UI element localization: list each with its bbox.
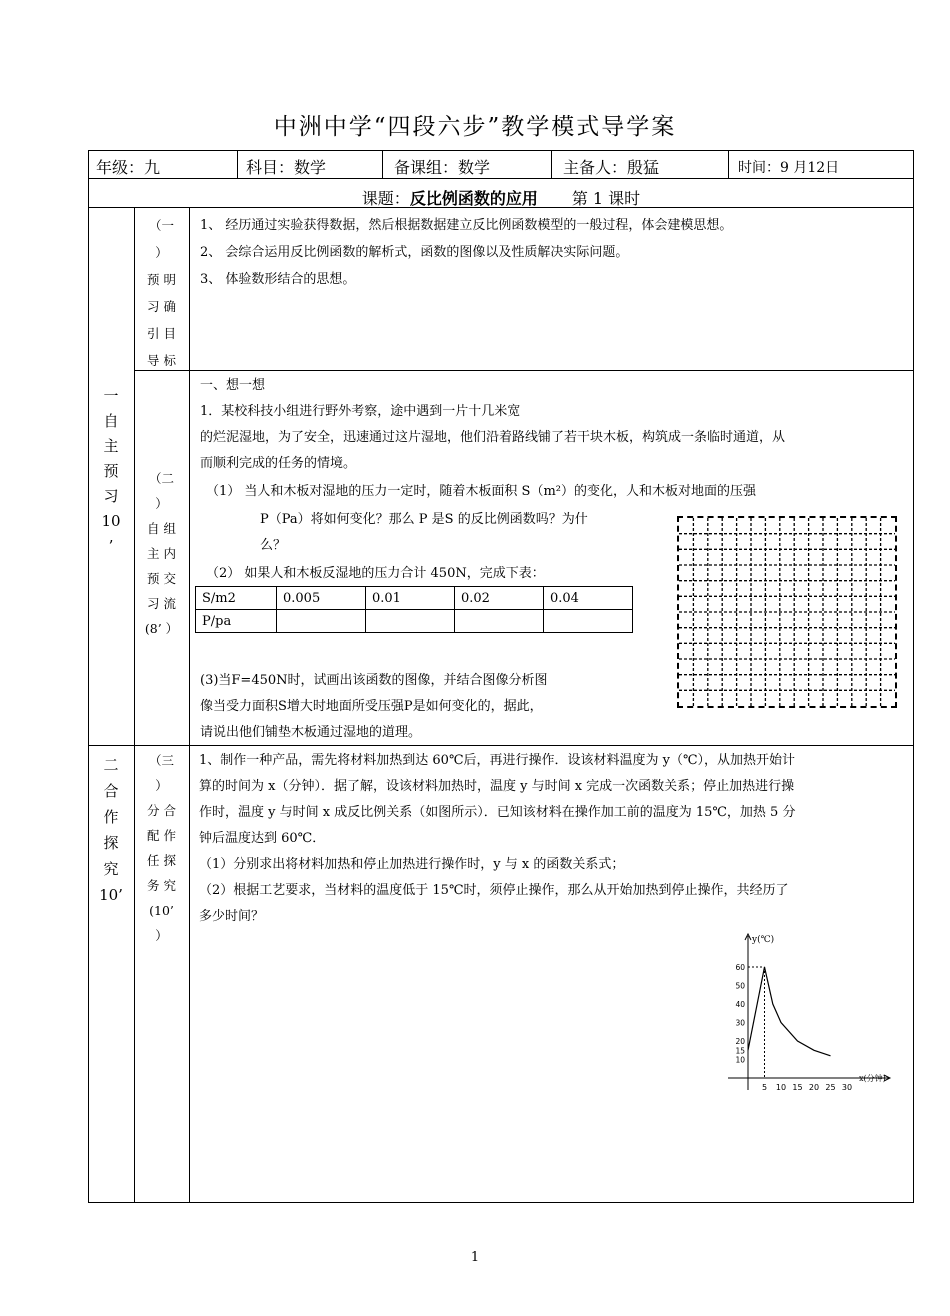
section1-char-0: 一	[103, 387, 119, 405]
section2-char-4: 究	[103, 860, 119, 878]
page-number: 1	[470, 1250, 480, 1265]
sub2-label-line-1: ）	[155, 496, 168, 511]
table-cell: 0.005	[277, 587, 366, 610]
think-heading: 一、想一想	[200, 378, 266, 393]
section1-char-5: 10	[101, 512, 121, 530]
cooperative-problem	[199, 748, 914, 930]
section2-char-3: 探	[103, 834, 119, 852]
y-tick-label: 50	[735, 981, 745, 991]
sub3-label-line-1: ）	[155, 778, 168, 793]
sub2-label-line-6: (8’ ）	[144, 621, 179, 636]
x-axis-label: x(分钟)	[859, 1074, 886, 1083]
y-tick-label: 20	[735, 1037, 745, 1046]
table-cell: 0.01	[366, 587, 455, 610]
heating-line	[748, 967, 765, 1050]
cooling-curve	[765, 967, 831, 1056]
problem-line-2: 作时，温度 y 与时间 x 成反比例关系（如图所示）．已知该材料在操作加工前的温度为 15℃，加热 5 分	[199, 805, 796, 820]
sub1-label	[134, 212, 189, 374]
section2-char-5: 10’	[99, 886, 123, 904]
table-cell: 0.04	[544, 587, 633, 610]
x-tick-label: 10	[775, 1083, 787, 1092]
sub3-label-line-2: 分 合	[147, 803, 176, 818]
graph-grid	[677, 516, 897, 708]
sub1-label-line-0: （一	[148, 218, 174, 233]
table-row	[196, 610, 633, 633]
question1-line2: P（Pa）将如何变化？那么 P 是S 的反比例函数吗？为什	[260, 512, 588, 527]
x-tick-label: 25	[825, 1083, 836, 1092]
question1-line3: 么？	[260, 538, 287, 553]
sub1-label-line-4: 引 目	[147, 326, 176, 341]
preparer-label: 主备人：殷猛	[563, 158, 660, 177]
section2-char-0: 二	[103, 756, 119, 774]
question3-line1: (3)当F=450N时，试画出该函数的图像，并结合图像分析图	[200, 673, 548, 688]
y-tick-label: 60	[735, 963, 745, 972]
section1-char-3: 预	[103, 462, 119, 480]
sub1-label-line-1: ）	[155, 245, 168, 260]
problem-line-3: 钟后温度达到 60℃．	[199, 831, 326, 846]
y-tick-label: 15	[735, 1046, 745, 1056]
goal-1: 2、 会综合运用反比例函数的解析式，函数的图像以及性质解决实际问题。	[200, 245, 629, 260]
pressure-table	[195, 586, 633, 633]
x-tick-label: 15	[792, 1083, 803, 1092]
sub2-label-line-3: 主 内	[147, 546, 176, 561]
problem-line-5: （2）根据工艺要求，当材料的温度低于 15℃时，须停止操作，那么从开始加热到停止操作，共经历了	[199, 883, 789, 898]
sub3-label	[134, 748, 189, 948]
sub2-label	[134, 466, 189, 641]
goal-2: 3、 体验数形结合的思想。	[200, 272, 356, 287]
problem1-line3: 而顺利完成的任务的情境。	[200, 456, 357, 471]
sub2-label-line-4: 预 交	[147, 571, 176, 586]
section1-label	[88, 384, 134, 559]
sub1-label-line-2: 预 明	[147, 272, 176, 287]
sub3-label-line-5: 务 究	[147, 878, 176, 893]
x-tick-label: 5	[761, 1083, 768, 1092]
goal-0: 1、 经历通过实验获得数据，然后根据数据建立反比例函数模型的一般过程，体会建模思想。	[200, 218, 733, 233]
section2-char-1: 合	[103, 782, 119, 800]
page-title: 中洲中学“四段六步”教学模式导学案	[273, 114, 677, 140]
problem-line-4: （1）分别求出将材料加热和停止加热进行操作时，y 与 x 的函数关系式；	[199, 857, 625, 872]
lesson-topic: 课题：反比例函数的应用 第 1 课时	[361, 189, 641, 208]
question3-line2: 像当受力面积S增大时地面所受压强P是如何变化的，据此，	[200, 699, 543, 714]
section1-char-4: 习	[103, 487, 119, 505]
lesson-number: 第 1 课时	[571, 189, 641, 208]
question1-line1: （1） 当人和木板对湿地的压力一定时，随着木板面积 S（m²）的变化，人和木板对地面的压强	[206, 484, 756, 499]
sub3-label-line-4: 任 探	[147, 853, 176, 868]
sub1-label-line-3: 习 确	[147, 299, 176, 314]
table-cell	[455, 610, 544, 633]
topic-name: 反比例函数的应用	[409, 189, 538, 208]
y-tick-label: 10	[735, 1055, 745, 1065]
sub3-label-line-3: 配 作	[147, 828, 176, 843]
problem1-line2: 的烂泥湿地，为了安全，迅速通过这片湿地，他们沿着路线铺了若干块木板，构筑成一条临时通道，从	[200, 430, 786, 445]
table-cell	[277, 610, 366, 633]
y-axis-label: y(℃)	[752, 935, 775, 945]
table-cell: S/m2	[196, 587, 277, 610]
group-label: 备课组：数学	[394, 158, 491, 177]
problem-line-6: 多少时间？	[199, 909, 265, 924]
sub3-label-line-0: （三	[148, 753, 174, 768]
y-tick-label: 30	[735, 1018, 745, 1028]
question3-line3: 请说出他们铺垫木板通过湿地的道理。	[200, 725, 422, 740]
grade-label: 年级：九	[96, 158, 161, 177]
sub3-label-line-7: ）	[155, 928, 168, 943]
section2-label	[88, 752, 134, 908]
sub3-label-line-6: (10’	[149, 903, 174, 918]
table-cell	[366, 610, 455, 633]
x-tick-label: 30	[841, 1083, 853, 1092]
section1-char-1: 自	[103, 412, 119, 430]
section2-char-2: 作	[103, 808, 119, 826]
problem-line-1: 算的时间为 x（分钟）．据了解，设该材料加热时，温度 y 与时间 x 完成一次函数关系；停止加热进行操	[199, 779, 795, 794]
table-row	[196, 587, 633, 610]
section1-char-6: ’	[108, 537, 114, 555]
x-tick-label: 20	[808, 1083, 820, 1092]
sub1-label-line-5: 导 标	[147, 353, 176, 368]
learning-goals	[200, 212, 900, 293]
sub2-label-line-2: 自 组	[147, 521, 176, 536]
table-cell: 0.02	[455, 587, 544, 610]
problem1-line1: 1．某校科技小组进行野外考察，途中遇到一片十几米宽	[200, 404, 521, 419]
section1-char-2: 主	[103, 437, 119, 455]
question2: （2） 如果人和木板反湿地的压力合计 450N，完成下表：	[206, 566, 545, 581]
table-cell: P/pa	[196, 610, 277, 633]
time-label: 时间：9 月12日	[738, 160, 840, 176]
temperature-chart	[718, 928, 898, 1098]
table-cell	[544, 610, 633, 633]
sub2-label-line-5: 习 流	[147, 596, 176, 611]
problem-line-0: 1、制作一种产品，需先将材料加热到达 60℃后，再进行操作．设该材料温度为 y（℃），从加热开始计	[199, 753, 796, 768]
sub2-label-line-0: （二	[148, 471, 174, 486]
y-tick-label: 40	[735, 1000, 745, 1009]
subject-label: 科目：数学	[246, 158, 327, 177]
